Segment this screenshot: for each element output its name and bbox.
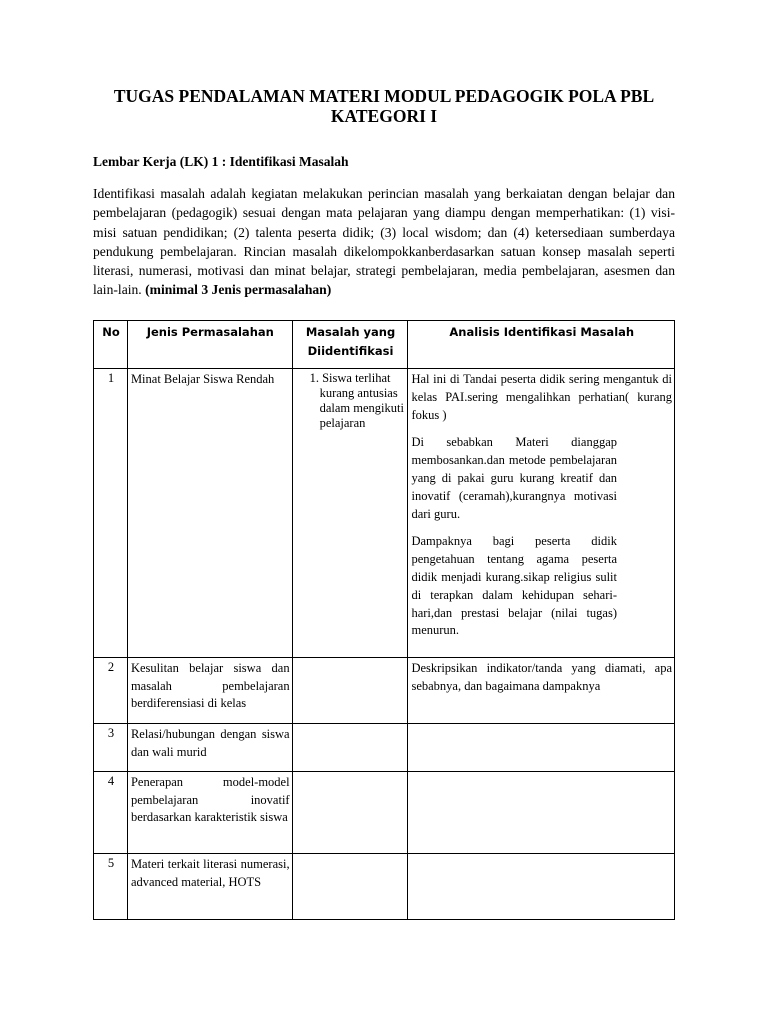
intro-emphasis: (minimal 3 Jenis permasalahan) [145,282,332,298]
row-number: 3 [94,724,128,772]
table-header-row [94,321,675,369]
analisis-paragraph: Hal ini di Tandai peserta didik sering mengantuk di kelas PAI.sering mengalihkan perhatian( kurang fokus ) [411,372,672,422]
row-masalah [292,724,408,772]
row-masalah [292,369,408,658]
row-analisis [408,724,675,772]
header-masalah: Masalah yang Diidentifikasi [292,321,408,369]
header-jenis: Jenis Permasalahan [127,321,292,369]
header-analisis: Analisis Identifikasi Masalah [408,321,675,369]
table-row [94,724,675,772]
row-number: 1 [94,369,128,658]
document-title: TUGAS PENDALAMAN MATERI MODUL PEDAGOGIK POLA PBL KATEGORI I [113,86,655,126]
intro-paragraph [93,184,675,300]
row-analisis [408,369,675,658]
row-masalah [292,772,408,854]
row-masalah [292,854,408,920]
row-analisis [408,854,675,920]
row-jenis: Relasi/hubungan dengan siswa dan wali murid [127,724,292,772]
row-number: 2 [94,658,128,724]
row-jenis: Materi terkait literasi numerasi, advanced material, HOTS [127,854,292,920]
worksheet-heading: Lembar Kerja (LK) 1 : Identifikasi Masalah [93,154,349,169]
intro-text: Identifikasi masalah adalah kegiatan melakukan perincian masalah yang berkaiatan dengan belajar dan pembelajaran (pedagogik) sesuai dengan mata pelajaran yang diampu dengan memperhatikan: (1) visi-misi satuan pendidikan; (2) talenta peserta didik; (3) local wisdom; dan (4) ketersediaan sumberdaya pendukung pembelajaran. Rincian masalah dikelompokkanberdasarkan satuan konsep masalah seperti literasi, numerasi, motivasi dan minat belajar, strategi pembelajaran, media pembelajaran, asesmen dan lain-lain. [93,186,675,298]
row-jenis: Minat Belajar Siswa Rendah [127,369,292,658]
identification-table [93,320,675,920]
table-row [94,772,675,854]
row-jenis: Penerapan model-model pembelajaran inovatif berdasarkan karakteristik siswa [127,772,292,854]
masalah-item: 1. Siswa terlihat kurang antusias dalam mengikuti pelajaran [309,371,404,430]
row-analisis [408,658,675,724]
row-jenis: Kesulitan belajar siswa dan masalah pembelajaran berdiferensiasi di kelas [127,658,292,724]
table-row [94,854,675,920]
table-row [94,658,675,724]
row-masalah [292,658,408,724]
row-analisis [408,772,675,854]
analisis-paragraph: Di sebabkan Materi dianggap membosankan.dan metode pembelajaran yang di pakai guru kurang kreatif dan inovatif (ceramah),kurangnya motivasi dari guru. [411,435,617,521]
table-row [94,369,675,658]
header-no: No [94,321,128,369]
row-number: 4 [94,772,128,854]
analisis-paragraph: Dampaknya bagi peserta didik pengetahuan tentang agama peserta didik menjadi kurang.sikap religius sulit di terapkan dalam kehidupan sehari-hari,dan prestasi belajar (nilai tugas) menurun. [411,534,617,638]
analisis-paragraph: Deskripsikan indikator/tanda yang diamati, apa sebabnya, dan bagaimana dampaknya [411,661,672,693]
row-number: 5 [94,854,128,920]
